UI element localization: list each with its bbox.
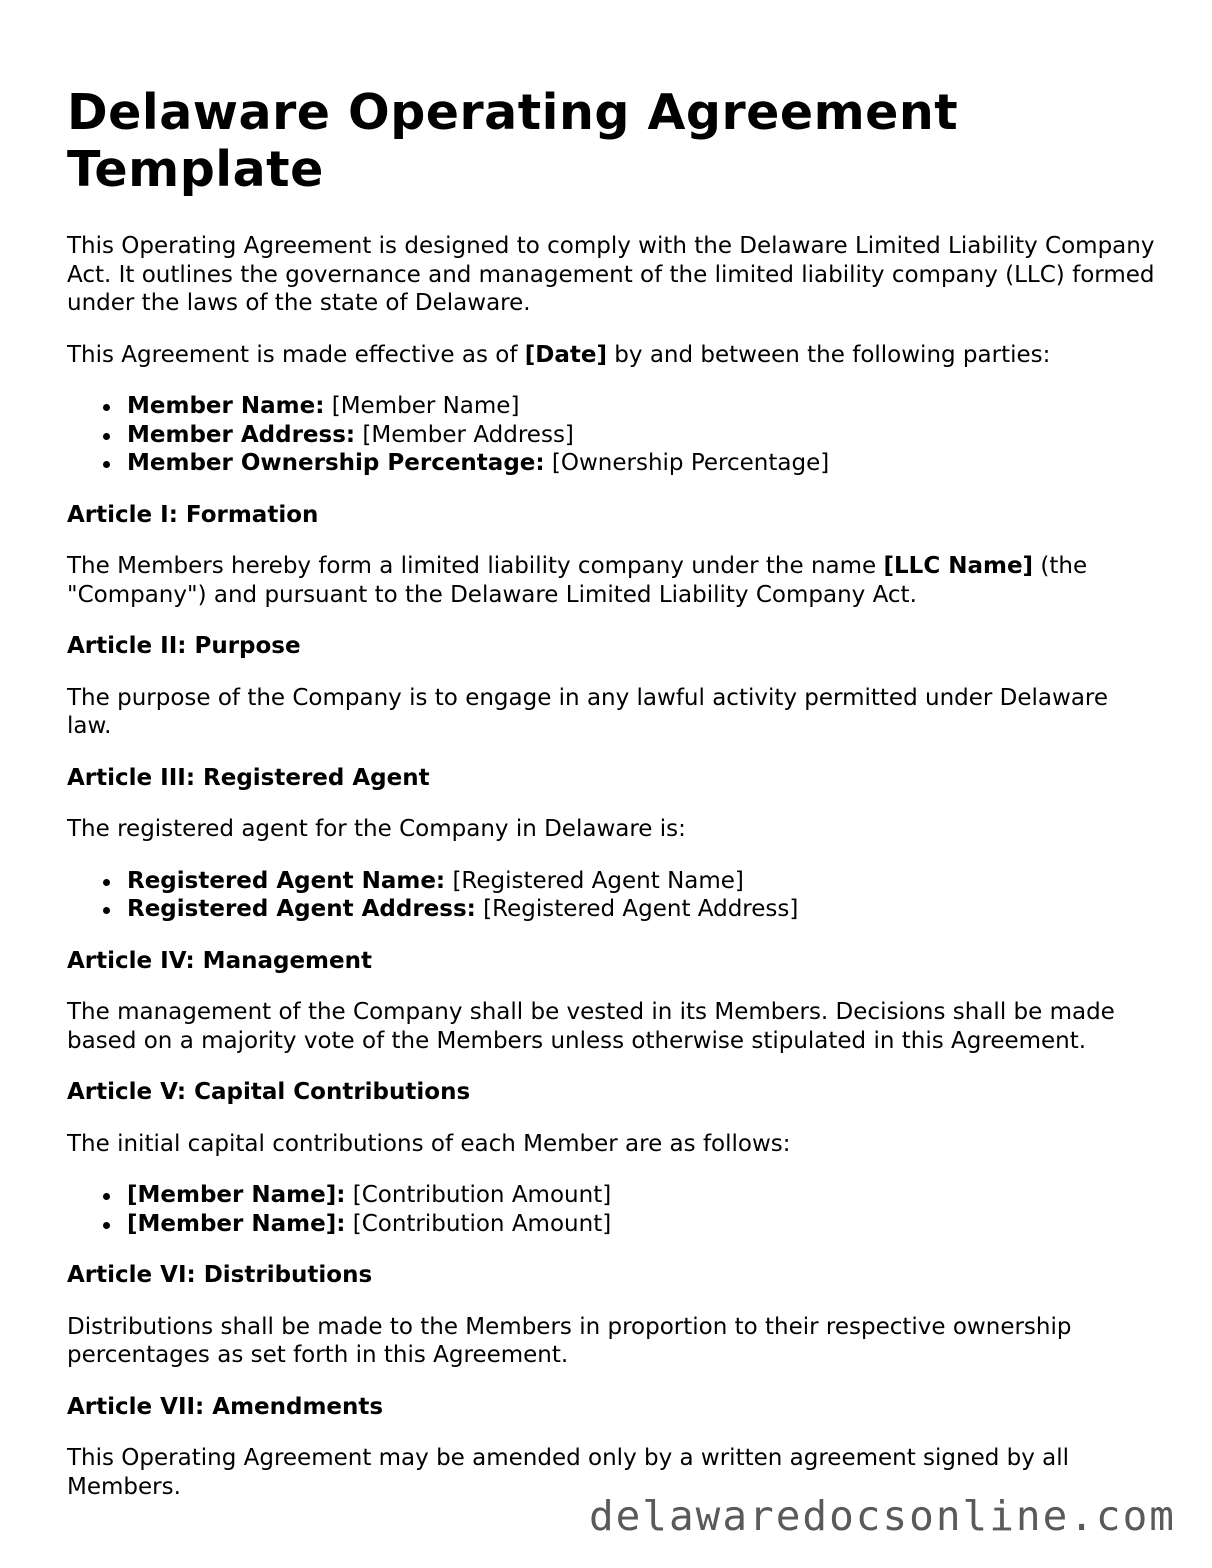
article-capital-heading: Article V: Capital Contributions — [67, 1079, 471, 1105]
member-ownership-value: [Ownership Percentage] — [544, 450, 830, 476]
member-name-label: Member Name: — [127, 393, 325, 419]
watermark: delawaredocsonline.com — [588, 1492, 1176, 1540]
effective-text-before: This Agreement is made effective as of — [67, 341, 525, 368]
contribution-list — [67, 1181, 1157, 1238]
article-formation-text — [67, 552, 1157, 609]
list-item — [127, 1181, 1157, 1210]
member-ownership-label: Member Ownership Percentage: — [127, 450, 545, 476]
effective-paragraph — [67, 341, 1157, 370]
effective-text-after: by and between the following parties: — [606, 341, 1051, 368]
agent-name-value: [Registered Agent Name] — [445, 867, 744, 894]
article-distributions-heading: Article VI: Distributions — [67, 1262, 373, 1288]
list-item — [127, 421, 1157, 450]
article-distributions-text: Distributions shall be made to the Members in proportion to their respective ownership percentages as set forth in this Agreement. — [67, 1313, 1072, 1368]
list-item — [127, 449, 1157, 478]
agent-address-value: [Registered Agent Address] — [475, 896, 799, 922]
list-item — [127, 867, 1157, 896]
contribution-amount-value: [Contribution Amount] — [345, 1210, 612, 1237]
intro-paragraph: This Operating Agreement is designed to comply with the Delaware Limited Liability Company Act. It outlines the governance and management of the limited liability company (LLC) formed under the laws of the state of Delaware. — [67, 233, 1155, 316]
document-page — [67, 84, 1157, 1524]
member-address-label: Member Address: — [127, 421, 356, 448]
contribution-member-label: [Member Name]: — [127, 1182, 346, 1208]
page-title: Delaware Operating Agreement Template — [67, 84, 959, 198]
article-agent-text: The registered agent for the Company in Delaware is: — [67, 816, 686, 842]
list-item — [127, 392, 1157, 421]
article-capital-text: The initial capital contributions of each Member are as follows: — [67, 1130, 791, 1157]
agent-name-label: Registered Agent Name: — [127, 867, 446, 894]
article-management-heading: Article IV: Management — [67, 947, 372, 974]
formation-text-before: The Members hereby form a limited liability company under the name — [67, 553, 884, 579]
member-address-value: [Member Address] — [355, 421, 574, 448]
llc-name: [LLC Name] — [883, 553, 1034, 579]
agent-list — [67, 867, 1157, 924]
member-list — [67, 392, 1157, 478]
article-formation-heading: Article I: Formation — [67, 501, 319, 528]
article-amendments-text: This Operating Agreement may be amended only by a written agreement signed by all Members. — [67, 1445, 1070, 1500]
effective-date: [Date] — [524, 341, 607, 368]
agent-address-label: Registered Agent Address: — [127, 896, 476, 922]
contribution-amount-value: [Contribution Amount] — [345, 1182, 612, 1208]
article-amendments-heading: Article VII: Amendments — [67, 1393, 384, 1420]
contribution-member-label: [Member Name]: — [127, 1210, 346, 1237]
article-purpose-text: The purpose of the Company is to engage in any lawful activity permitted under Delaware law. — [67, 684, 1109, 739]
list-item — [127, 1210, 1157, 1239]
member-name-value: [Member Name] — [324, 393, 520, 419]
article-management-text: The management of the Company shall be vested in its Members. Decisions shall be made based on a majority vote of the Members unless otherwise stipulated in this Agreement. — [67, 999, 1115, 1054]
list-item — [127, 895, 1157, 924]
article-agent-heading: Article III: Registered Agent — [67, 764, 430, 791]
article-purpose-heading: Article II: Purpose — [67, 633, 301, 659]
formation-text-after: (the "Company") and pursuant to the Delaware Limited Liability Company Act. — [67, 553, 1088, 608]
